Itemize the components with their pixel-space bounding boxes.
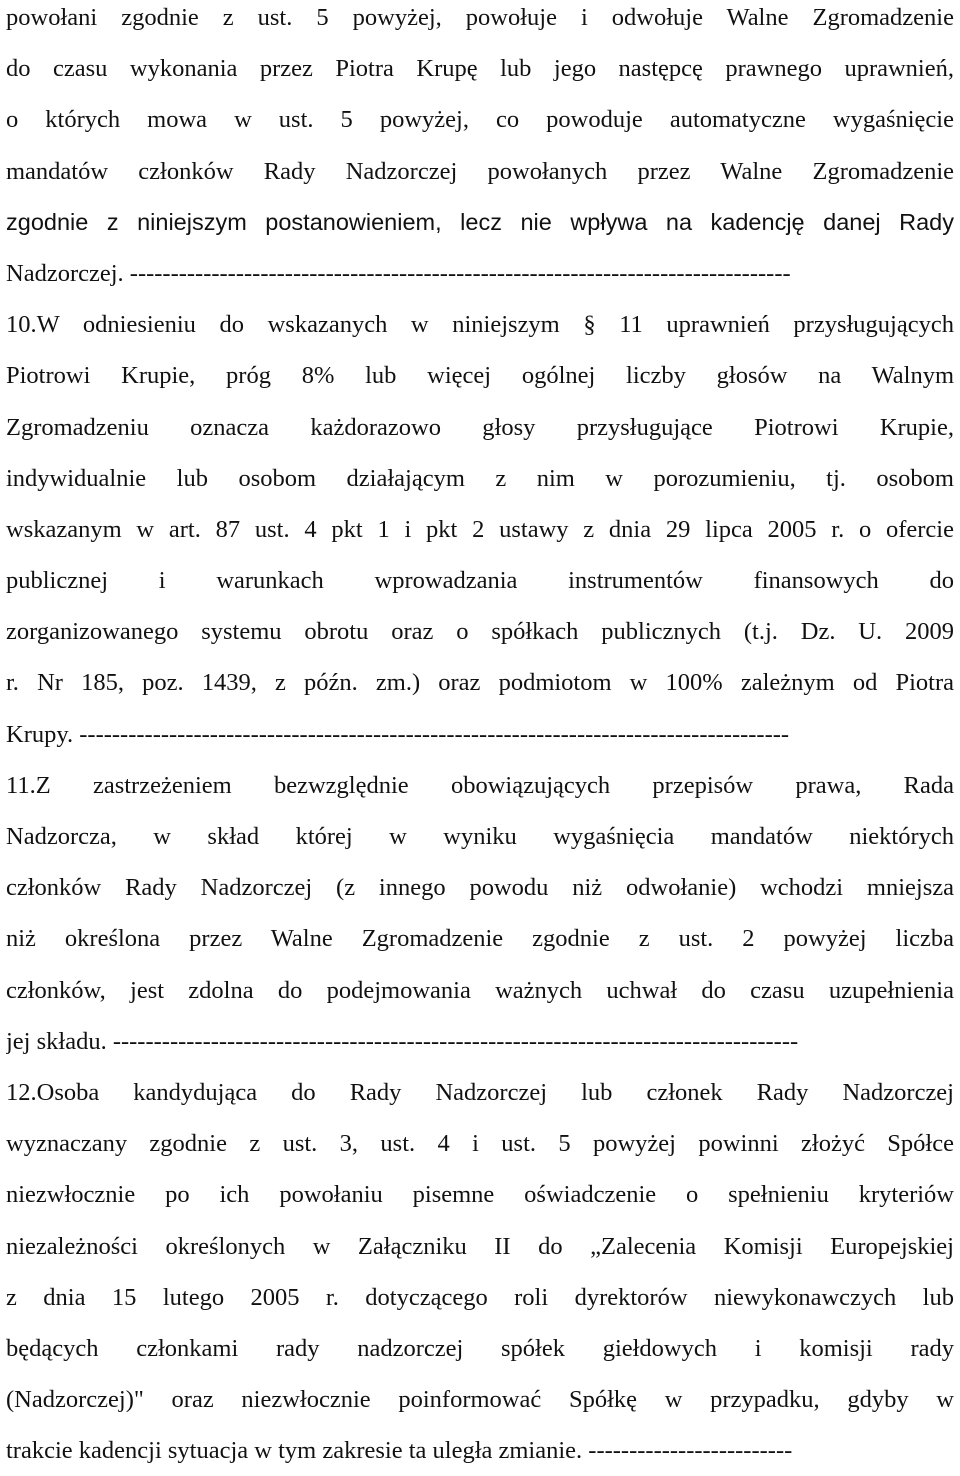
text-line: Nadzorcza, w skład której w wyniku wygaśnięcia mandatów niektórych <box>6 823 954 850</box>
text-line: mandatów członków Rady Nadzorczej powołanych przez Walne Zgromadzenie <box>6 157 954 185</box>
text-line: 11.Z zastrzeżeniem bezwzględnie obowiązujących przepisów prawa, Rada <box>6 771 954 799</box>
text-line: r. Nr 185, poz. 1439, z późn. zm.) oraz podmiotom w 100% zależnym od Piotra <box>6 669 954 697</box>
document-page <box>6 0 954 1476</box>
text-line: niezależności określonych w Załączniku II do „Zalecenia Komisji Europejskiej <box>6 1232 954 1260</box>
text-line: wyznaczany zgodnie z ust. 3, ust. 4 i ust. 5 powyżej powinni złożyć Spółce <box>6 1130 954 1158</box>
text-line: członków, jest zdolna do podejmowania ważnych uchwał do czasu uzupełnienia <box>6 976 954 1004</box>
text-line: niż określona przez Walne Zgromadzenie zgodnie z ust. 2 powyżej liczba <box>6 925 954 953</box>
text-line: wskazanym w art. 87 ust. 4 pkt 1 i pkt 2 ustawy z dnia 29 lipca 2005 r. o ofercie <box>6 515 954 543</box>
text-line: publicznej i warunkach wprowadzania instrumentów finansowych do <box>6 567 954 595</box>
text-line: niezwłocznie po ich powołaniu pisemne oświadczenie o spełnieniu kryteriów <box>6 1181 954 1209</box>
text-line: Piotrowi Krupie, próg 8% lub więcej ogólnej liczby głosów na Walnym <box>6 362 954 390</box>
text-line: o których mowa w ust. 5 powyżej, co powoduje automatyczne wygaśnięcie <box>6 106 954 134</box>
text-line: 12.Osoba kandydująca do Rady Nadzorczej lub członek Rady Nadzorczej <box>6 1078 954 1106</box>
text-line: (Nadzorczej)" oraz niezwłocznie poinformować Spółkę w przypadku, gdyby w <box>6 1386 954 1414</box>
separator-line: jej składu. ------------------------------------------------------------------------------------ <box>6 1027 799 1055</box>
text-line: trakcie kadencji sytuacja w tym zakresie ta uległa zmianie. ------------------------- <box>6 1437 793 1465</box>
separator-line: Krupy. --------------------------------------------------------------------------------------- <box>6 720 790 748</box>
text-line: indywidualnie lub osobom działającym z nim w porozumieniu, tj. osobom <box>6 464 954 492</box>
text-line: 10.W odniesieniu do wskazanych w niniejszym § 11 uprawnień przysługujących <box>6 311 954 339</box>
text-line: zgodnie z niniejszym postanowieniem, lecz nie wpływa na kadencję danej Rady <box>6 208 954 235</box>
text-line: do czasu wykonania przez Piotra Krupę lub jego następcę prawnego uprawnień, <box>6 55 954 83</box>
text-line: członków Rady Nadzorczej (z innego powodu niż odwołanie) wchodzi mniejsza <box>6 874 954 902</box>
text-line: z dnia 15 lutego 2005 r. dotyczącego roli dyrektorów niewykonawczych lub <box>6 1283 954 1311</box>
separator-line: Nadzorczej. --------------------------------------------------------------------------------- <box>6 259 791 287</box>
text-line: będących członkami rady nadzorczej spółek giełdowych i komisji rady <box>6 1334 954 1362</box>
text-line: powołani zgodnie z ust. 5 powyżej, powołuje i odwołuje Walne Zgromadzenie <box>6 4 954 31</box>
text-line: Zgromadzeniu oznacza każdorazowo głosy przysługujące Piotrowi Krupie, <box>6 413 954 441</box>
text-line: zorganizowanego systemu obrotu oraz o spółkach publicznych (t.j. Dz. U. 2009 <box>6 618 954 646</box>
